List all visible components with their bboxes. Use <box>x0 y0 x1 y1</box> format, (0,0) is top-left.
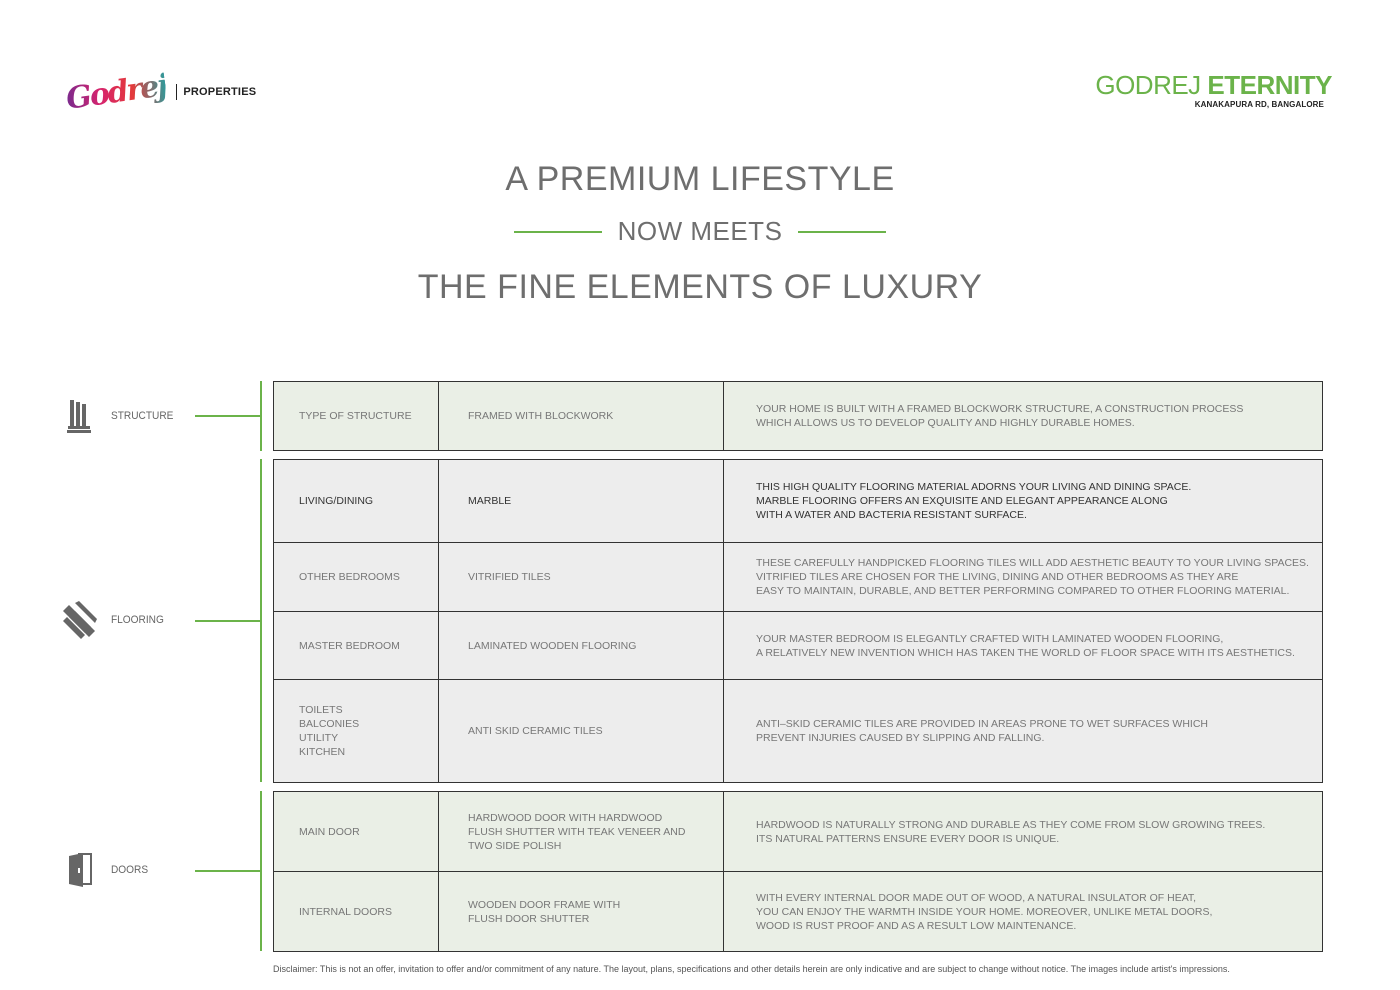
spec-line: WOODEN DOOR FRAME WITH <box>468 898 621 911</box>
flooring-connector <box>195 620 261 622</box>
structure-bracket <box>260 381 262 451</box>
description-cell <box>724 460 1323 543</box>
spec-cell <box>439 872 724 952</box>
table-row <box>274 792 1323 872</box>
door-icon <box>60 850 100 890</box>
description-line: WHICH ALLOWS US TO DEVELOP QUALITY AND HIGHLY DURABLE HOMES. <box>756 417 1135 429</box>
headline-line-2-wrap <box>0 216 1400 247</box>
spec-cell: ANTI SKID CERAMIC TILES <box>439 680 724 783</box>
area-line: BALCONIES <box>299 718 360 730</box>
headline-rule-left <box>514 231 602 233</box>
spec-line: TWO SIDE POLISH <box>468 839 562 852</box>
disclaimer-text: Disclaimer: This is not an offer, invitation to offer and/or commitment of any nature. The layout, plans, specifications and other details herein are only indicative and are subject to change without notice. The images include artist's impressions. <box>273 964 1230 974</box>
description-cell <box>724 382 1323 451</box>
area-line: TOILETS <box>299 704 343 716</box>
description-line: WOOD IS RUST PROOF AND AS A RESULT LOW MAINTENANCE. <box>756 919 1077 932</box>
category-structure <box>60 396 179 436</box>
doors-bracket <box>260 791 262 951</box>
structure-table <box>273 381 1323 451</box>
spec-cell: FRAMED WITH BLOCKWORK <box>439 382 724 451</box>
description-line: WITH A WATER AND BACTERIA RESISTANT SURFACE. <box>756 509 1027 521</box>
planks-icon <box>60 600 100 640</box>
description-line: VITRIFIED TILES ARE CHOSEN FOR THE LIVING, DINING AND OTHER BEDROOMS AS THEY ARE <box>756 571 1239 583</box>
table-row <box>274 612 1323 680</box>
spec-cell <box>439 792 724 872</box>
table-row <box>274 460 1323 543</box>
description-line: YOUR HOME IS BUILT WITH A FRAMED BLOCKWORK STRUCTURE, A CONSTRUCTION PROCESS <box>756 403 1244 415</box>
area-cell: INTERNAL DOORS <box>274 872 439 952</box>
area-cell: MASTER BEDROOM <box>274 612 439 680</box>
area-line: KITCHEN <box>299 746 346 758</box>
structure-connector <box>195 415 261 417</box>
area-cell <box>274 680 439 783</box>
category-flooring <box>60 600 168 640</box>
description-line: A RELATIVELY NEW INVENTION WHICH HAS TAKEN THE WORLD OF FLOOR SPACE WITH ITS AESTHETICS. <box>756 646 1295 659</box>
description-line: PREVENT INJURIES CAUSED BY SLIPPING AND FALLING. <box>756 732 1045 744</box>
area-cell: OTHER BEDROOMS <box>274 543 439 612</box>
description-line: EASY TO MAINTAIN, DURABLE, AND BETTER PERFORMING COMPARED TO OTHER FLOORING MATERIAL. <box>756 585 1290 597</box>
description-cell <box>724 612 1323 680</box>
godrej-properties-logo <box>64 67 257 117</box>
spec-line: FLUSH DOOR SHUTTER <box>468 912 590 925</box>
table-row <box>274 872 1323 952</box>
description-line: HARDWOOD IS NATURALLY STRONG AND DURABLE AS THEY COME FROM SLOW GROWING TREES. <box>756 818 1266 831</box>
headline-rule-right <box>798 231 886 233</box>
description-line: ITS NATURAL PATTERNS ENSURE EVERY DOOR IS UNIQUE. <box>756 832 1060 845</box>
description-line: YOUR MASTER BEDROOM IS ELEGANTLY CRAFTED WITH LAMINATED WOODEN FLOORING, <box>756 632 1224 645</box>
brand-name <box>1095 72 1332 98</box>
description-cell <box>724 792 1323 872</box>
doors-connector <box>195 870 261 872</box>
table-row <box>274 543 1323 612</box>
spec-cell: LAMINATED WOODEN FLOORING <box>439 612 724 680</box>
category-label-structure: STRUCTURE <box>111 410 174 422</box>
category-label-doors: DOORS <box>111 864 149 876</box>
description-cell <box>724 543 1323 612</box>
spec-line: HARDWOOD DOOR WITH HARDWOOD <box>468 811 663 824</box>
description-line: WITH EVERY INTERNAL DOOR MADE OUT OF WOOD, A NATURAL INSULATOR OF HEAT, <box>756 891 1197 904</box>
description-line: THIS HIGH QUALITY FLOORING MATERIAL ADORNS YOUR LIVING AND DINING SPACE. <box>756 481 1192 493</box>
table-row <box>274 680 1323 783</box>
flooring-bracket <box>260 459 262 782</box>
category-label-flooring: FLOORING <box>111 614 164 626</box>
brand-name-eternity: ETERNITY <box>1207 70 1332 100</box>
headline-line-1: A PREMIUM LIFESTYLE <box>505 160 895 198</box>
flooring-table <box>273 459 1323 783</box>
category-doors <box>60 850 151 890</box>
description-cell <box>724 680 1323 783</box>
brand-location: KANAKAPURA RD, BANGALORE <box>1194 100 1324 109</box>
headline-line-3: THE FINE ELEMENTS OF LUXURY <box>417 268 983 306</box>
column-icon <box>60 396 100 436</box>
area-cell: MAIN DOOR <box>274 792 439 872</box>
logo-divider <box>176 84 177 100</box>
spec-cell: VITRIFIED TILES <box>439 543 724 612</box>
godrej-script-logo: Godrej <box>64 67 169 117</box>
doors-table <box>273 791 1323 952</box>
brand-name-godrej: GODREJ <box>1095 70 1201 100</box>
spec-cell: MARBLE <box>439 460 724 543</box>
description-line: YOU CAN ENJOY THE WARMTH INSIDE YOUR HOME. MOREOVER, UNLIKE METAL DOORS, <box>756 905 1213 918</box>
table-row <box>274 382 1323 451</box>
area-line: UTILITY <box>299 732 339 744</box>
godrej-eternity-logo <box>1095 72 1332 109</box>
area-cell: LIVING/DINING <box>274 460 439 543</box>
description-line: MARBLE FLOORING OFFERS AN EXQUISITE AND ELEGANT APPEARANCE ALONG <box>756 495 1168 507</box>
spec-line: FLUSH SHUTTER WITH TEAK VENEER AND <box>468 825 686 838</box>
headline-line-2: NOW MEETS <box>617 216 783 246</box>
properties-text: PROPERTIES <box>183 86 257 98</box>
description-line: THESE CAREFULLY HANDPICKED FLOORING TILES WILL ADD AESTHETIC BEAUTY TO YOUR LIVING SPACES. <box>756 557 1309 569</box>
area-cell: TYPE OF STRUCTURE <box>274 382 439 451</box>
description-cell <box>724 872 1323 952</box>
description-line: ANTI–SKID CERAMIC TILES ARE PROVIDED IN AREAS PRONE TO WET SURFACES WHICH <box>756 718 1208 730</box>
